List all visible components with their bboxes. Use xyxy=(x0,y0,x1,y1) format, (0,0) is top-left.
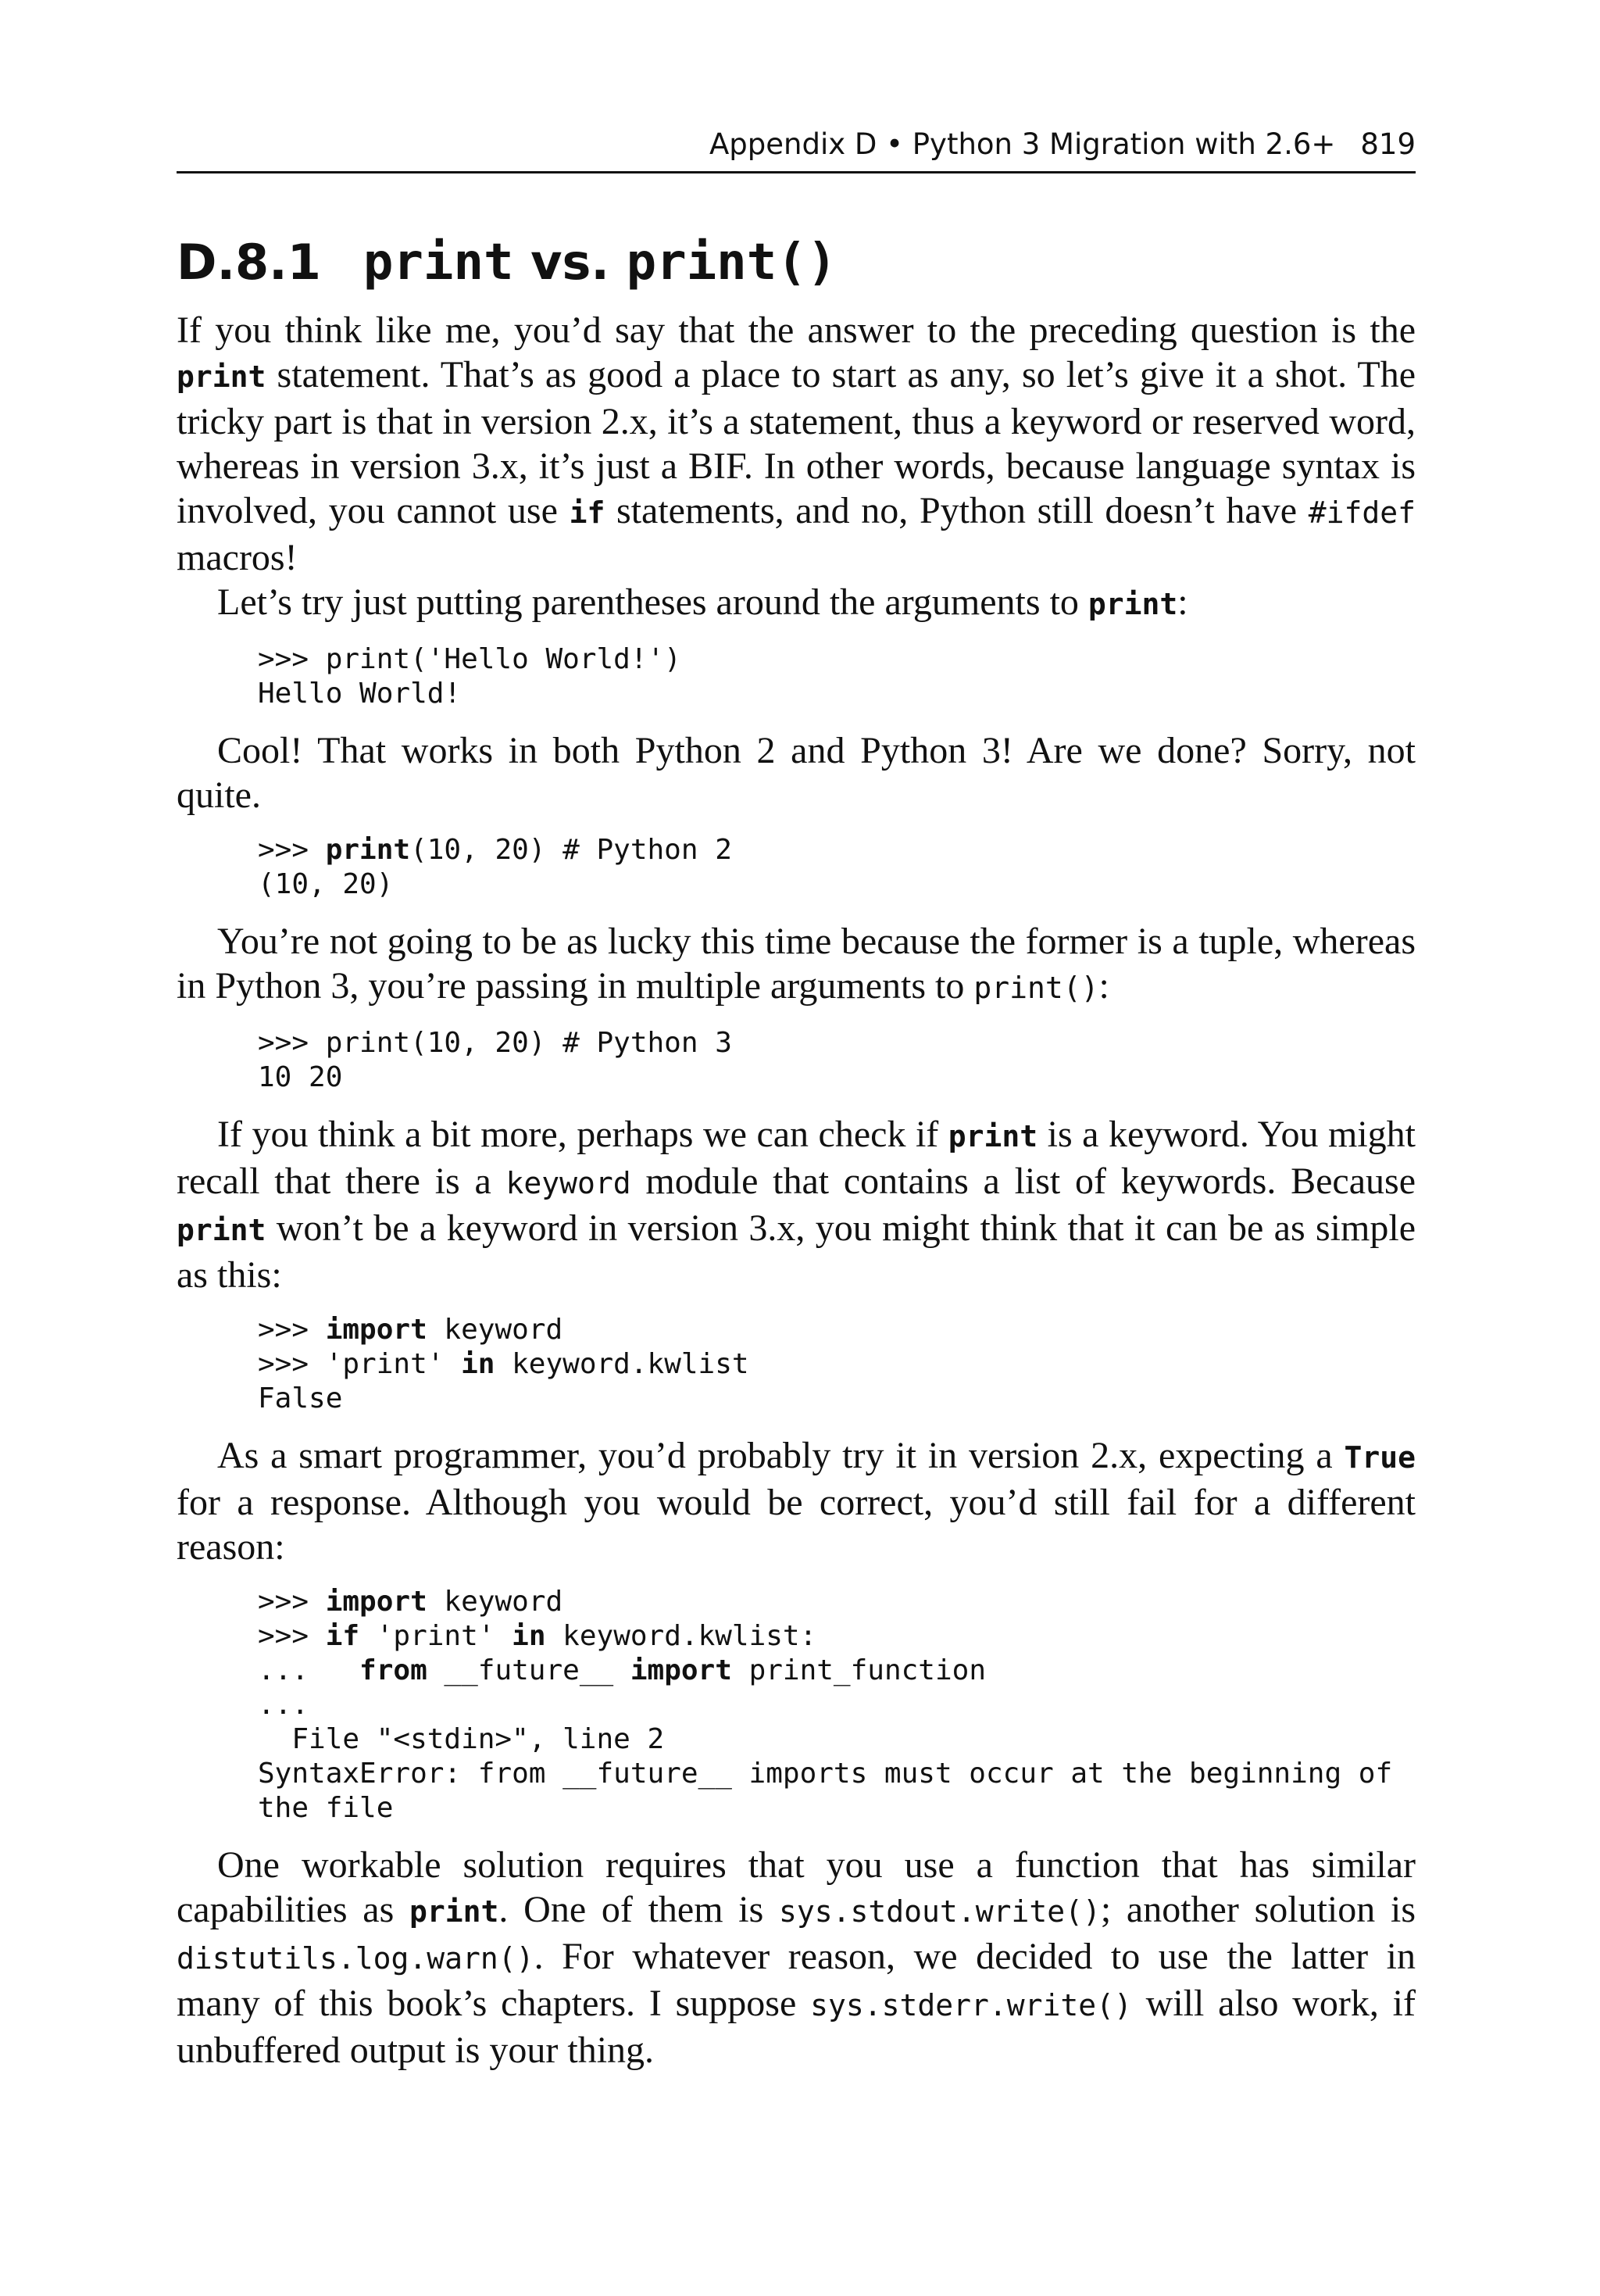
code5-line-1-prompt: >>> xyxy=(258,1586,326,1618)
paragraph-4 xyxy=(177,919,1416,1010)
code-block-4 xyxy=(258,1313,1416,1416)
code-block-2 xyxy=(258,833,1416,902)
p1-text-4: macros! xyxy=(177,537,298,578)
code5-keyword-from: from xyxy=(359,1654,427,1686)
p4-text-1: You’re not going to be as lucky this time because the former is a tuple, whereas in Python 3, you’re passing in multiple arguments to xyxy=(177,921,1416,1007)
code5-line-5: File "<stdin>", line 2 xyxy=(258,1723,665,1755)
p5-code-print-1: print xyxy=(948,1119,1038,1153)
p7-text-4: . For whatever reason, we decided to use the latter in many of this book’s chapters. I suppose xyxy=(177,1936,1416,2024)
p1-text-2: statement. That’s as good a place to start as any, so let’s give it a shot. The tricky part is that in version 2.x, it’s a statement, thus a keyword or reserved word, whereas in version 3.x, it’s just a BIF. In other words, because language syntax is involved, you cannot use xyxy=(177,354,1416,531)
code4-line-2-prompt: >>> 'print' xyxy=(258,1348,462,1380)
code5-line-7: the file xyxy=(258,1792,394,1824)
paragraph-7 xyxy=(177,1843,1416,2072)
p5-text-1: If you think a bit more, perhaps we can check if xyxy=(217,1114,948,1155)
code4-line-1-prompt: >>> xyxy=(258,1314,326,1346)
p1-text-1: If you think like me, you’d say that the answer to the preceding question is the xyxy=(177,309,1416,351)
p5-code-print-2: print xyxy=(177,1213,266,1247)
code5-keyword-in: in xyxy=(512,1620,546,1652)
paragraph-5 xyxy=(177,1112,1416,1297)
code5-keyword-import-2: import xyxy=(630,1654,732,1686)
p1-text-3: statements, and no, Python still doesn’t have xyxy=(605,490,1309,531)
code5-line-3-prompt: ... xyxy=(258,1654,360,1686)
p6-text-2: for a response. Although you would be correct, you’d still fail for a different reason: xyxy=(177,1482,1416,1568)
code1-line-2: Hello World! xyxy=(258,678,462,710)
p7-code-print: print xyxy=(409,1894,499,1929)
code4-keyword-import: import xyxy=(325,1314,427,1346)
p1-code-print: print xyxy=(177,359,266,394)
p2-code-print: print xyxy=(1088,587,1178,621)
section-heading xyxy=(177,231,1416,294)
running-header xyxy=(177,117,1416,173)
p7-code-log-warn: distutils.log.warn() xyxy=(177,1941,534,1976)
p5-text-3: module that contains a list of keywords. Because xyxy=(630,1161,1416,1202)
paragraph-3 xyxy=(177,728,1416,817)
code5-line-4: ... xyxy=(258,1689,309,1721)
paragraph-1 xyxy=(177,308,1416,580)
code5-line-3-rest: print_function xyxy=(731,1654,986,1686)
code-block-3 xyxy=(258,1026,1416,1095)
paragraph-2 xyxy=(177,580,1416,627)
code3-line-2: 10 20 xyxy=(258,1061,343,1093)
code1-line-1: >>> print('Hello World!') xyxy=(258,643,681,675)
code4-keyword-in: in xyxy=(461,1348,495,1380)
p7-text-5: will also work, if unbuffered output is your thing. xyxy=(177,1983,1416,2071)
code4-line-1-rest: keyword xyxy=(427,1314,563,1346)
p4-code-print-func: print() xyxy=(973,971,1099,1005)
code5-line-3-mid: __future__ xyxy=(427,1654,630,1686)
code4-line-2-rest: keyword.kwlist xyxy=(495,1348,749,1380)
running-title: Appendix D • Python 3 Migration with 2.6+ xyxy=(709,127,1336,161)
code-block-5 xyxy=(258,1585,1416,1826)
p5-text-2: is a keyword. You might recall that there is a xyxy=(177,1114,1416,1202)
code3-line-1: >>> print(10, 20) # Python 3 xyxy=(258,1027,732,1059)
code5-keyword-import: import xyxy=(325,1586,427,1618)
p5-text-4: won’t be a keyword in version 3.x, you might think that it can be as simple as this: xyxy=(177,1207,1416,1296)
code5-line-2-mid: 'print' xyxy=(359,1620,512,1652)
code-block-1 xyxy=(258,642,1416,711)
p7-text-3: ; another solution is xyxy=(1100,1889,1416,1930)
p2-text-1: Let’s try just putting parentheses around the arguments to xyxy=(217,581,1088,623)
p7-code-stdout-write: sys.stdout.write() xyxy=(779,1894,1101,1929)
code2-line-1-rest: (10, 20) # Python 2 xyxy=(410,834,732,866)
code2-keyword-print: print xyxy=(325,834,411,866)
section-title-code-print-func: print() xyxy=(626,234,838,291)
p7-text-1: One workable solution requires that you use a function that has similar capabilities as xyxy=(177,1844,1416,1930)
code5-line-2-prompt: >>> xyxy=(258,1620,326,1652)
code4-line-3: False xyxy=(258,1382,343,1414)
p7-code-stderr-write: sys.stderr.write() xyxy=(810,1988,1132,2022)
p6-text-1: As a smart programmer, you’d probably try it in version 2.x, expecting a xyxy=(217,1435,1345,1476)
code5-line-1-rest: keyword xyxy=(427,1586,563,1618)
p1-code-ifdef: #ifdef xyxy=(1308,495,1416,530)
p1-code-if: if xyxy=(569,495,605,530)
section-title-vs: vs. xyxy=(513,234,627,291)
code5-line-6: SyntaxError: from __future__ imports must occur at the beginning of xyxy=(258,1758,1393,1790)
code2-line-2: (10, 20) xyxy=(258,868,394,900)
p3-text-1: Cool! That works in both Python 2 and Python 3! Are we done? Sorry, not quite. xyxy=(177,730,1416,816)
p2-text-2: : xyxy=(1177,581,1188,623)
paragraph-6 xyxy=(177,1433,1416,1569)
section-title-code-print: print xyxy=(362,234,514,291)
p7-text-2: . One of them is xyxy=(498,1889,780,1930)
code5-keyword-if: if xyxy=(325,1620,360,1652)
code5-line-2-rest: keyword.kwlist: xyxy=(545,1620,817,1652)
book-page xyxy=(177,117,1416,2072)
p5-code-keyword: keyword xyxy=(505,1166,631,1200)
section-number: D.8.1 xyxy=(177,234,321,291)
code2-prompt: >>> xyxy=(258,834,326,866)
page-number: 819 xyxy=(1360,127,1416,161)
p6-code-true: True xyxy=(1344,1440,1416,1475)
p4-text-2: : xyxy=(1098,965,1109,1007)
